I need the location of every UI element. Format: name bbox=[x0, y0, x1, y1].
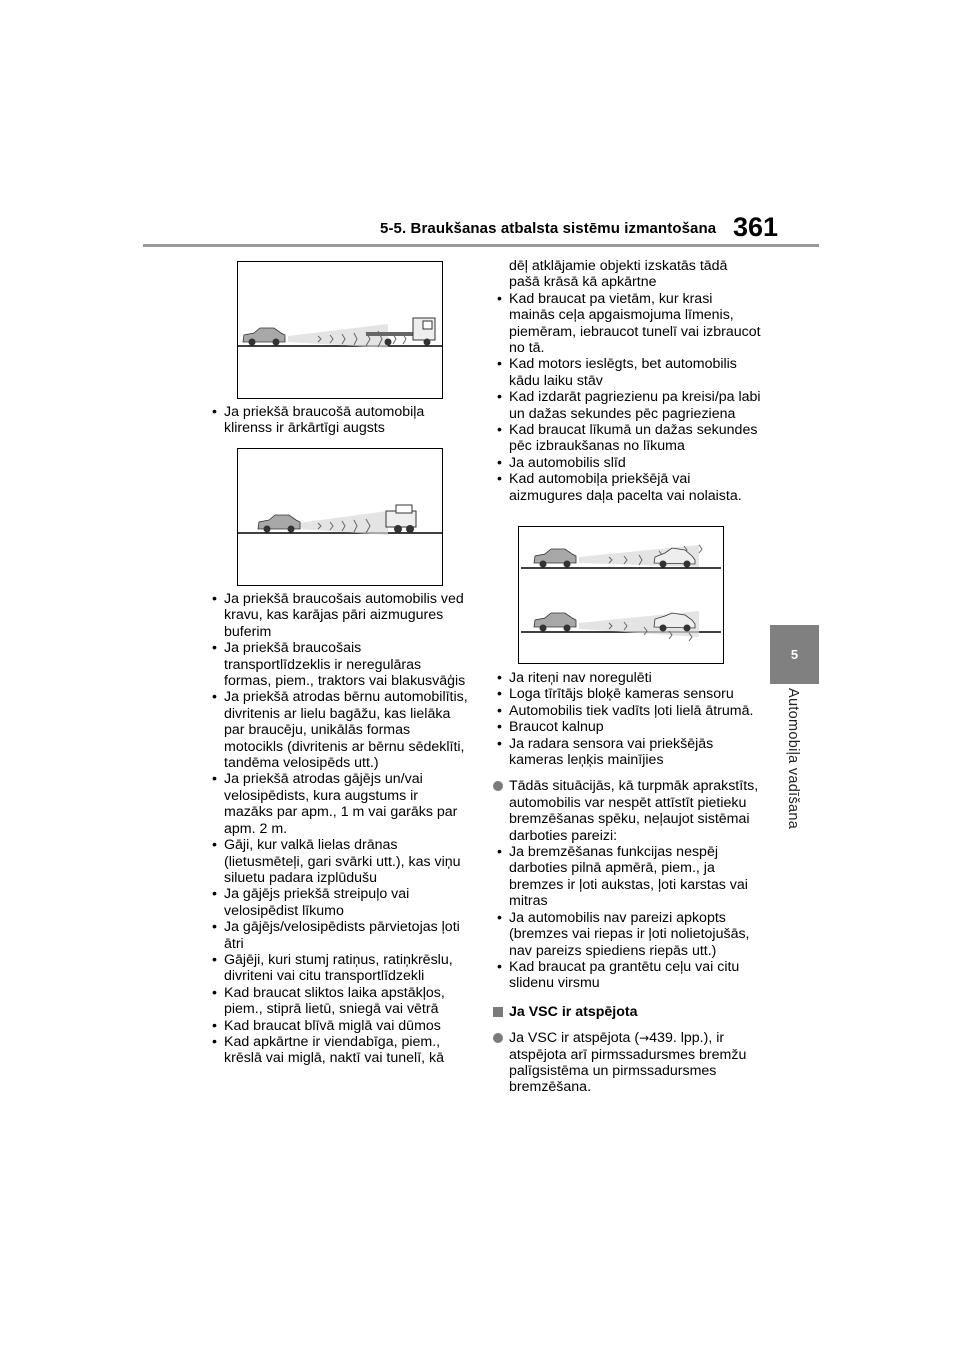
chapter-tab: 5 bbox=[770, 625, 819, 684]
list-item: • Kad automobiļa priekšējā vai aizmugures daļa pacelta vai nolaista. bbox=[493, 471, 761, 504]
list-item: • Ja automobilis nav pareizi apkopts (bremzes vai riepas ir ļoti nolietojušās, nav pareizs spiediens riepās utt.) bbox=[493, 910, 761, 959]
list-item: • Ja priekšā braucošais transportlīdzeklis ir neregulāras formas, piem., traktors vai blakusvāģis bbox=[208, 640, 470, 689]
header-divider bbox=[143, 244, 819, 247]
continued-text: dēļ atklājamie objekti izskatās tādā pašā krāsā kā apkārtne bbox=[509, 258, 728, 291]
list-item: • Kad braucat pa grantētu ceļu vai citu slidenu virsmu bbox=[493, 959, 761, 992]
note-paragraph bbox=[493, 778, 761, 844]
list-item: • Gāji, kur valkā lielas drānas (lietusmēteļi, gari svārki utt.), kas viņu siluetu padara izplūdušu bbox=[208, 837, 470, 886]
caption-list-2 bbox=[208, 591, 470, 1067]
list-item: • Kad braucat blīvā miglā vai dūmos bbox=[208, 1018, 470, 1034]
note-paragraph bbox=[493, 1030, 761, 1096]
list-item: • Ja radara sensora vai priekšējās kameras leņķis mainījies bbox=[493, 736, 761, 769]
list-item: • Kad izdarāt pagriezienu pa kreisi/pa labi un dažas sekundes pēc pagrieziena bbox=[493, 389, 761, 422]
page-number: 361 bbox=[733, 212, 779, 242]
pickup-truck-icon bbox=[386, 505, 416, 533]
list-item: • Ja priekšā atrodas gājējs un/vai velosipēdists, kura augstums ir mazāks par apm., 1 m vai garāks par apm. 2 m. bbox=[208, 771, 470, 837]
list-item: • Automobilis tiek vadīts ļoti lielā ātrumā. bbox=[493, 703, 761, 719]
left-column-caption-1 bbox=[208, 404, 468, 437]
illustration-pickup bbox=[237, 448, 443, 586]
illustration-vehicle-pitch bbox=[518, 526, 724, 664]
list-item: • Ja priekšā atrodas bērnu automobilītis, divritenis ar lielu bagāžu, kas lielāka par braucēju, unikālās formas motocikls (divritenis ar bērnu sēdeklīti, tandēma velosipēds utt.) bbox=[208, 689, 470, 771]
circle-bullet-icon bbox=[493, 781, 503, 791]
right-column-bottom bbox=[493, 670, 761, 1096]
list-item: • Kad apkārtne ir viendabīga, piem., krēslā vai miglā, naktī vai tunelī, kā bbox=[208, 1034, 470, 1067]
car-icon bbox=[243, 328, 285, 346]
right-column-top bbox=[493, 258, 761, 504]
chapter-label: Automobiļa vadīšana bbox=[785, 688, 801, 830]
note-text-end: 439. lpp.), ir atspējota arī pirmssadursmes bremžu palīgsistēma un pirmssadursmes bremzēšana. bbox=[509, 1030, 747, 1096]
note-text-start: Ja VSC ir atspējota ( bbox=[509, 1030, 640, 1047]
list-item: • Kad motors ieslēgts, bet automobilis kādu laiku stāv bbox=[493, 356, 761, 389]
list-item: • Kad braucat sliktos laika apstākļos, piem., stiprā lietū, sniegā vai vētrā bbox=[208, 985, 470, 1018]
list-item: • Ja gājējs/velosipēdists pārvietojas ļoti ātri bbox=[208, 919, 470, 952]
list-item: • Ja bremzēšanas funkcijas nespēj darboties pilnā apmērā, piem., ja bremzes ir ļoti aukstas, ļoti karstas vai mitras bbox=[493, 844, 761, 910]
illustration-truck bbox=[237, 261, 443, 399]
list-item: • Gājēji, kuri stumj ratiņus, ratiņkrēslu, divriteni vai citu transportlīdzekli bbox=[208, 952, 470, 985]
right-list-2 bbox=[493, 670, 761, 768]
right-list-3 bbox=[493, 844, 761, 992]
right-list-1 bbox=[493, 291, 761, 504]
note-text: Tādās situācijās, kā turpmāk aprakstīts, automobilis var nespēt attīstīt pietieku bremzēšanas spēku, neļaujot sistēmai darboties pareizi: bbox=[509, 778, 759, 844]
section-heading bbox=[493, 1004, 761, 1020]
page-header-title: 5-5. Braukšanas atbalsta sistēmu izmantošana bbox=[380, 220, 717, 237]
left-column-text bbox=[208, 591, 470, 1067]
list-item: • Ja automobilis slīd bbox=[493, 455, 761, 471]
car-icon bbox=[258, 515, 300, 533]
list-item: • Ja gājējs priekšā streipuļo vai velosipēdist līkumo bbox=[208, 886, 470, 919]
list-item: • Ja priekšā braucošā automobiļa klirenss ir ārkārtīgi augsts bbox=[208, 404, 468, 437]
list-item: • Ja priekšā braucošais automobilis ved kravu, kas karājas pāri aizmugures buferim bbox=[208, 591, 470, 640]
circle-bullet-icon bbox=[493, 1033, 503, 1043]
caption-list-1 bbox=[208, 404, 468, 437]
list-item: • Kad braucat pa vietām, kur krasi mainās ceļa apgaismojuma līmenis, piemēram, iebraucot tunelī vai izbraucot no tā. bbox=[493, 291, 761, 357]
list-item: • Loga tīrītājs bloķē kameras sensoru bbox=[493, 686, 761, 702]
list-item: • Kad braucat līkumā un dažas sekundes pēc izbraukšanas no līkuma bbox=[493, 422, 761, 455]
list-item: • Ja riteņi nav noregulēti bbox=[493, 670, 761, 686]
heading-text: Ja VSC ir atspējota bbox=[509, 1003, 638, 1020]
reference-arrow-icon: → bbox=[639, 1031, 650, 1046]
square-bullet-icon bbox=[493, 1007, 503, 1017]
list-item: • Braucot kalnup bbox=[493, 719, 761, 735]
